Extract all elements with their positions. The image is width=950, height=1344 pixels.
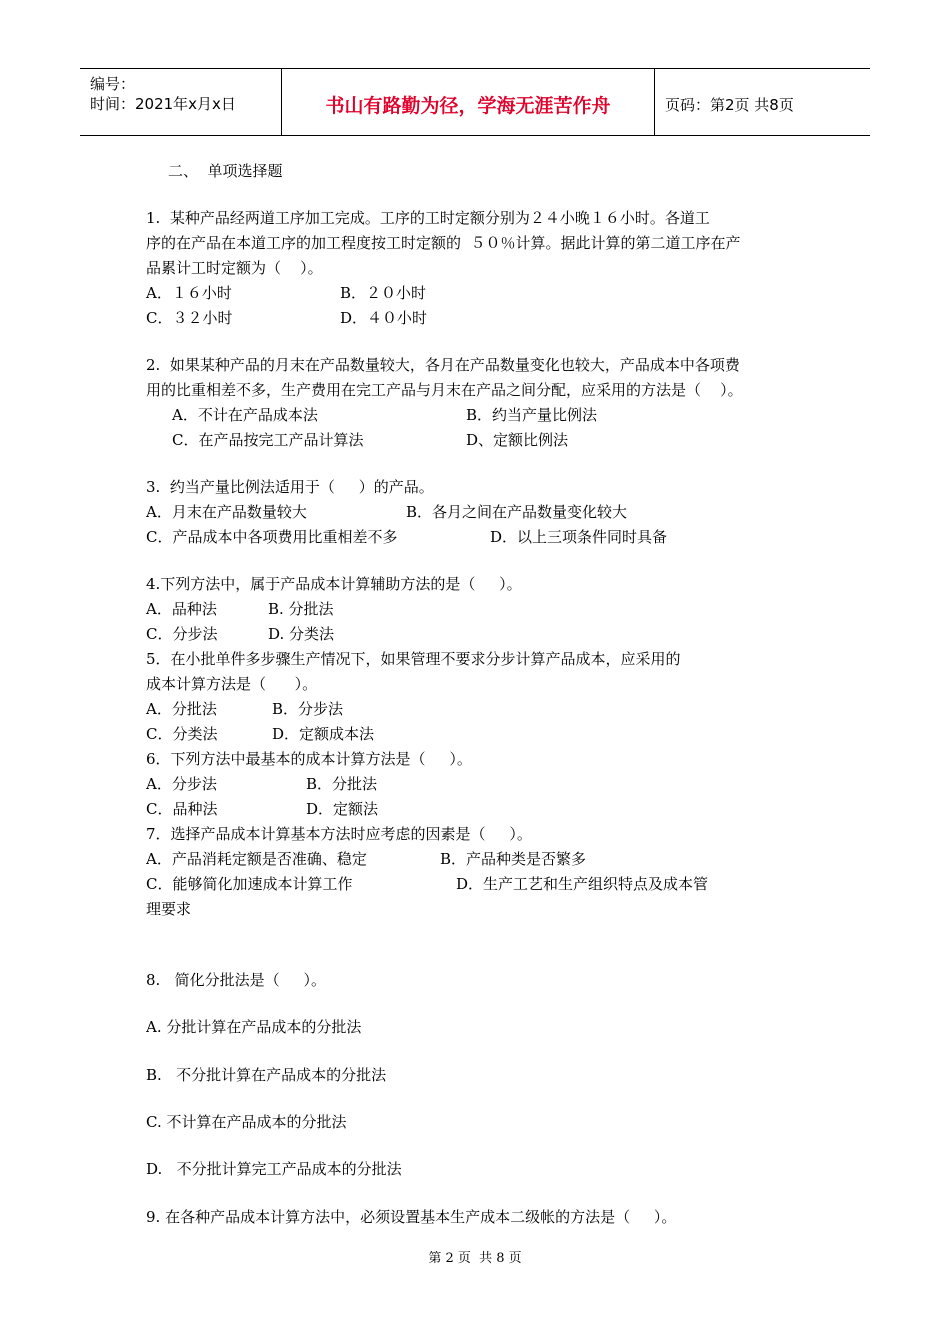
header-page-info: 页码：第2页 共8页 — [665, 96, 794, 114]
question-1-stem-line-2: 序的在产品在本道工序的加工程度按工时定额的 ５０％计算。据此计算的第二道工序在产 — [146, 234, 741, 252]
question-2-option-c: C．在产品按完工产品计算法 — [172, 431, 364, 449]
doc-time-label: 时间：2021年x月x日 — [90, 95, 236, 113]
question-6-option-c: C．品种法 — [146, 800, 218, 818]
question-7-option-a: A．产品消耗定额是否准确、稳定 — [146, 850, 367, 868]
question-7-option-b: B．产品种类是否繁多 — [440, 850, 587, 868]
motto: 书山有路勤为径，学海无涯苦作舟 — [325, 95, 611, 117]
section-title: 二、 单项选择题 — [168, 162, 283, 180]
question-8-option-c: C. 不计算在产品成本的分批法 — [146, 1113, 347, 1131]
header-motto-cell — [282, 69, 655, 135]
question-1-option-c: C．３２小时 — [146, 309, 233, 327]
question-4-option-b: B. 分批法 — [268, 600, 334, 618]
question-1-option-d: D．４０小时 — [340, 309, 428, 327]
question-6-option-a: A．分步法 — [146, 775, 217, 793]
question-4-stem: 4.下列方法中，属于产品成本计算辅助方法的是（ ）。 — [146, 575, 522, 593]
question-3-stem: 3. 约当产量比例法适用于（ ）的产品。 — [146, 478, 434, 496]
question-5-option-c: C．分类法 — [146, 725, 218, 743]
question-7-option-d: D．生产工艺和生产组织特点及成本管 — [456, 875, 709, 893]
question-8-stem: 8. 简化分批法是（ ）。 — [146, 971, 326, 989]
question-3-option-c: C．产品成本中各项费用比重相差不多 — [146, 528, 398, 546]
doc-code-label: 编号： — [90, 75, 136, 93]
question-7-option-c: C．能够简化加速成本计算工作 — [146, 875, 353, 893]
question-1-stem-line-3: 品累计工时定额为（ ）。 — [146, 259, 323, 277]
page-footer: 第 2 页 共 8 页 — [428, 1251, 522, 1266]
question-2-stem-line-2: 用的比重相差不多，生产费用在完工产品与月末在产品之间分配，应采用的方法是（ ）。 — [146, 381, 743, 399]
question-4-option-c: C．分步法 — [146, 625, 218, 643]
page-header — [80, 68, 870, 136]
question-2-option-b: B．约当产量比例法 — [466, 406, 598, 424]
question-8-option-a: A. 分批计算在产品成本的分批法 — [146, 1018, 362, 1036]
question-1-option-b: B．２０小时 — [340, 284, 427, 302]
question-2-option-a: A．不计在产品成本法 — [172, 406, 318, 424]
question-3-option-a: A．月末在产品数量较大 — [146, 503, 307, 521]
header-page-cell — [655, 69, 870, 135]
question-8-option-d: D. 不分批计算完工产品成本的分批法 — [146, 1160, 402, 1178]
question-1-stem-line-1: 1. 某种产品经两道工序加工完成。工序的工时定额分别为２４小晚１６小时。各道工 — [146, 209, 710, 227]
question-7-stem: 7．选择产品成本计算基本方法时应考虑的因素是（ ）。 — [146, 825, 532, 843]
question-4-option-d: D. 分类法 — [268, 625, 335, 643]
question-5-stem-line-1: 5．在小批单件多步骤生产情况下，如果管理不要求分步计算产品成本，应采用的 — [146, 650, 681, 668]
question-5-stem-line-2: 成本计算方法是（ ）。 — [146, 675, 318, 693]
question-5-option-d: D．定额成本法 — [272, 725, 375, 743]
question-8-option-b: B. 不分批计算在产品成本的分批法 — [146, 1066, 387, 1084]
question-3-option-b: B．各月之间在产品数量变化较大 — [406, 503, 628, 521]
header-meta-cell — [80, 69, 282, 135]
question-7-option-d-continued: 理要求 — [146, 900, 192, 918]
question-6-stem: 6．下列方法中最基本的成本计算方法是（ ）。 — [146, 750, 472, 768]
question-3-option-d: D．以上三项条件同时具备 — [490, 528, 668, 546]
question-6-option-d: D．定额法 — [306, 800, 379, 818]
question-1-option-a: A．１６小时 — [146, 284, 232, 302]
question-5-option-a: A．分批法 — [146, 700, 217, 718]
question-9-stem: 9. 在各种产品成本计算方法中，必须设置基本生产成本二级帐的方法是（ ）。 — [146, 1208, 677, 1226]
question-4-option-a: A．品种法 — [146, 600, 217, 618]
question-2-stem-line-1: 2. 如果某种产品的月末在产品数量较大，各月在产品数量变化也较大，产品成本中各项费 — [146, 356, 740, 374]
question-5-option-b: B．分步法 — [272, 700, 344, 718]
question-2-option-d: D、定额比例法 — [466, 431, 569, 449]
question-6-option-b: B．分批法 — [306, 775, 378, 793]
